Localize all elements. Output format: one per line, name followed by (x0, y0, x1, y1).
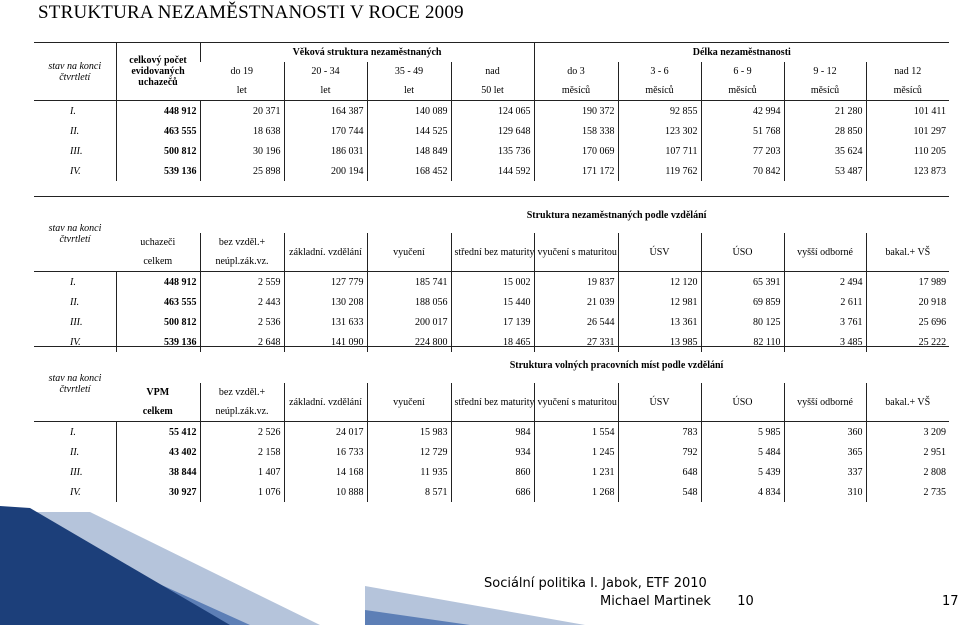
column-header: základní. vzdělání (284, 383, 367, 422)
value-cell: 24 017 (284, 422, 367, 443)
value-cell: 16 733 (284, 442, 367, 462)
value-cell: 12 120 (618, 272, 701, 293)
value-cell: 2 808 (866, 462, 949, 482)
value-cell: 27 331 (534, 332, 618, 352)
table-row (34, 442, 949, 462)
column-unit: měsíců (701, 81, 784, 101)
value-cell: 82 110 (701, 332, 784, 352)
value-cell: 70 842 (701, 161, 784, 181)
page-number: 17 (942, 594, 959, 609)
value-cell: 119 762 (618, 161, 701, 181)
quarter-label: III. (70, 466, 83, 478)
column-header: do 19 (230, 66, 253, 77)
table-body (34, 272, 949, 353)
total-cell: 539 136 (116, 332, 200, 352)
value-cell: 28 850 (784, 121, 866, 141)
column-unit: let (236, 85, 247, 96)
quarter-label: I. (70, 105, 76, 117)
value-cell: 20 371 (200, 101, 284, 122)
table-row (34, 312, 949, 332)
value-cell: 170 744 (284, 121, 367, 141)
value-cell: 21 039 (534, 292, 618, 312)
value-cell: 123 302 (618, 121, 701, 141)
column-unit: 50 let (451, 81, 534, 101)
table-row (34, 292, 949, 312)
quarter-label: II. (70, 446, 80, 458)
value-cell: 2 735 (866, 482, 949, 502)
value-cell: 5 484 (701, 442, 784, 462)
value-cell: 135 736 (451, 141, 534, 161)
value-cell: 144 525 (367, 121, 451, 141)
value-cell: 42 994 (701, 101, 784, 122)
total-header: VPM (146, 387, 170, 398)
value-cell: 860 (451, 462, 534, 482)
header-row (34, 233, 949, 252)
value-cell: 1 554 (534, 422, 618, 443)
value-cell: 15 983 (367, 422, 451, 443)
value-cell: 25 222 (866, 332, 949, 352)
unemployment-age-duration-table (34, 42, 949, 181)
total-cell: 448 912 (116, 272, 200, 293)
total-header-sub: celkem (142, 406, 173, 417)
column-unit: měsíců (618, 81, 701, 101)
column-header: do 3 (534, 62, 618, 81)
value-cell: 200 194 (284, 161, 367, 181)
value-cell: 1 076 (200, 482, 284, 502)
value-cell: 4 834 (701, 482, 784, 502)
quarter-header: stav na konci čtvrtletí (48, 60, 102, 83)
value-cell: 2 648 (200, 332, 284, 352)
value-cell: 140 089 (367, 101, 451, 122)
column-header: vyučení (367, 233, 451, 272)
value-cell: 1 268 (534, 482, 618, 502)
column-header: ÚSO (701, 383, 784, 422)
total-cell: 539 136 (116, 161, 200, 181)
value-cell: 15 440 (451, 292, 534, 312)
unemployment-education-table (34, 196, 949, 352)
header-row (34, 197, 949, 234)
value-cell: 185 741 (367, 272, 451, 293)
table-body (34, 422, 949, 503)
value-cell: 101 297 (866, 121, 949, 141)
total-cell: 500 812 (116, 141, 200, 161)
no-education-header-sub: neúpl.zák.vz. (200, 402, 284, 422)
value-cell: 25 696 (866, 312, 949, 332)
table-row (34, 101, 949, 122)
table-row (34, 422, 949, 443)
value-cell: 1 407 (200, 462, 284, 482)
quarter-header: stav na konci čtvrtletí (34, 347, 116, 422)
value-cell: 14 168 (284, 462, 367, 482)
total-header: uchazeči (140, 237, 176, 248)
value-cell: 3 485 (784, 332, 866, 352)
page-title: STRUKTURA NEZAMĚSTNANOSTI V ROCE 2009 (38, 2, 464, 23)
value-cell: 2 443 (200, 292, 284, 312)
age-group-header: Věková struktura nezaměstnaných (200, 43, 534, 63)
total-cell: 500 812 (116, 312, 200, 332)
value-cell: 35 624 (784, 141, 866, 161)
value-cell: 2 494 (784, 272, 866, 293)
value-cell: 141 090 (284, 332, 367, 352)
value-cell: 168 452 (367, 161, 451, 181)
value-cell: 5 439 (701, 462, 784, 482)
total-cell: 55 412 (116, 422, 200, 443)
column-header: vyšší odborné (784, 383, 866, 422)
value-cell: 186 031 (284, 141, 367, 161)
table-row (34, 161, 949, 181)
header-row (34, 43, 949, 63)
value-cell: 144 592 (451, 161, 534, 181)
footer-author-line (600, 594, 754, 609)
header-row (34, 383, 949, 402)
value-cell: 127 779 (284, 272, 367, 293)
value-cell: 200 017 (367, 312, 451, 332)
total-cell: 43 402 (116, 442, 200, 462)
header-row (34, 347, 949, 384)
value-cell: 18 465 (451, 332, 534, 352)
table-row (34, 462, 949, 482)
quarter-label: IV. (70, 336, 81, 348)
value-cell: 2 559 (200, 272, 284, 293)
value-cell: 92 855 (618, 101, 701, 122)
column-unit: let (367, 81, 451, 101)
value-cell: 123 873 (866, 161, 949, 181)
column-unit: měsíců (784, 81, 866, 101)
value-cell: 101 411 (866, 101, 949, 122)
value-cell: 171 172 (534, 161, 618, 181)
value-cell: 12 981 (618, 292, 701, 312)
table-row (34, 121, 949, 141)
column-header: 6 - 9 (701, 62, 784, 81)
vacancies-education-table (34, 346, 949, 502)
quarter-label: IV. (70, 165, 81, 177)
value-cell: 310 (784, 482, 866, 502)
value-cell: 1 231 (534, 462, 618, 482)
column-header: vyšší odborné (784, 233, 866, 272)
value-cell: 3 209 (866, 422, 949, 443)
column-header: 20 - 34 (284, 62, 367, 81)
value-cell: 648 (618, 462, 701, 482)
value-cell: 984 (451, 422, 534, 443)
column-unit: měsíců (534, 81, 618, 101)
value-cell: 158 338 (534, 121, 618, 141)
value-cell: 190 372 (534, 101, 618, 122)
value-cell: 69 859 (701, 292, 784, 312)
value-cell: 13 985 (618, 332, 701, 352)
value-cell: 792 (618, 442, 701, 462)
value-cell: 188 056 (367, 292, 451, 312)
value-cell: 164 387 (284, 101, 367, 122)
group-header: Struktura nezaměstnaných podle vzdělání (526, 209, 707, 221)
column-header: ÚSO (701, 233, 784, 272)
column-header: nad (451, 62, 534, 81)
total-header: celkový počet evidovaných uchazečů (116, 43, 200, 101)
value-cell: 686 (451, 482, 534, 502)
value-cell: 783 (618, 422, 701, 443)
value-cell: 15 002 (451, 272, 534, 293)
value-cell: 53 487 (784, 161, 866, 181)
value-cell: 2 611 (784, 292, 866, 312)
value-cell: 2 536 (200, 312, 284, 332)
table-row (34, 272, 949, 293)
value-cell: 360 (784, 422, 866, 443)
value-cell: 2 951 (866, 442, 949, 462)
value-cell: 8 571 (367, 482, 451, 502)
value-cell: 30 196 (200, 141, 284, 161)
column-header: střední bez maturity (451, 383, 534, 422)
value-cell: 548 (618, 482, 701, 502)
value-cell: 131 633 (284, 312, 367, 332)
column-header: vyučení (367, 383, 451, 422)
value-cell: 13 361 (618, 312, 701, 332)
total-cell: 448 912 (116, 101, 200, 122)
footer-author: Michael Martinek (600, 594, 711, 609)
no-education-header: bez vzděl.+ (200, 233, 284, 252)
total-cell: 463 555 (116, 121, 200, 141)
column-header: ÚSV (618, 383, 701, 422)
quarter-label: II. (70, 296, 80, 308)
column-header: 3 - 6 (618, 62, 701, 81)
value-cell: 5 985 (701, 422, 784, 443)
value-cell: 337 (784, 462, 866, 482)
column-header: nad 12 (866, 62, 949, 81)
value-cell: 10 888 (284, 482, 367, 502)
value-cell: 124 065 (451, 101, 534, 122)
footer-number: 10 (737, 594, 754, 609)
no-education-header-sub: neúpl.zák.vz. (200, 252, 284, 272)
value-cell: 148 849 (367, 141, 451, 161)
value-cell: 110 205 (866, 141, 949, 161)
column-header: vyučení s maturitou (534, 233, 618, 272)
value-cell: 80 125 (701, 312, 784, 332)
quarter-label: II. (70, 125, 80, 137)
value-cell: 2 158 (200, 442, 284, 462)
column-header: ÚSV (618, 233, 701, 272)
column-header: bakal.+ VŠ (866, 383, 949, 422)
column-header: bakal.+ VŠ (866, 233, 949, 272)
total-cell: 463 555 (116, 292, 200, 312)
value-cell: 129 648 (451, 121, 534, 141)
value-cell: 2 526 (200, 422, 284, 443)
decorative-corner-shapes (0, 500, 960, 625)
column-header: 9 - 12 (784, 62, 866, 81)
column-unit: let (284, 81, 367, 101)
column-header: vyučení s maturitou (534, 383, 618, 422)
value-cell: 26 544 (534, 312, 618, 332)
value-cell: 12 729 (367, 442, 451, 462)
value-cell: 224 800 (367, 332, 451, 352)
value-cell: 130 208 (284, 292, 367, 312)
value-cell: 18 638 (200, 121, 284, 141)
value-cell: 65 391 (701, 272, 784, 293)
table-row (34, 482, 949, 502)
quarter-label: III. (70, 316, 83, 328)
column-header: základní. vzdělání (284, 233, 367, 272)
value-cell: 19 837 (534, 272, 618, 293)
quarter-label: I. (70, 426, 76, 438)
value-cell: 20 918 (866, 292, 949, 312)
column-header: střední bez maturity (451, 233, 534, 272)
duration-group-header: Délka nezaměstnanosti (534, 43, 949, 63)
group-header: Struktura volných pracovních míst podle vzdělání (509, 359, 724, 371)
quarter-label: IV. (70, 486, 81, 498)
footer-course: Sociální politika I. Jabok, ETF 2010 (484, 576, 707, 591)
no-education-header: bez vzděl.+ (200, 383, 284, 402)
total-header-sub: celkem (143, 256, 173, 267)
quarter-header: stav na konci čtvrtletí (34, 197, 116, 272)
table-body (34, 101, 949, 182)
value-cell: 365 (784, 442, 866, 462)
value-cell: 107 711 (618, 141, 701, 161)
total-cell: 30 927 (116, 482, 200, 502)
total-cell: 38 844 (116, 462, 200, 482)
quarter-label: I. (70, 276, 76, 288)
table-row (34, 141, 949, 161)
value-cell: 17 139 (451, 312, 534, 332)
value-cell: 11 935 (367, 462, 451, 482)
value-cell: 934 (451, 442, 534, 462)
value-cell: 3 761 (784, 312, 866, 332)
column-unit: měsíců (866, 81, 949, 101)
value-cell: 51 768 (701, 121, 784, 141)
value-cell: 21 280 (784, 101, 866, 122)
quarter-label: III. (70, 145, 83, 157)
value-cell: 170 069 (534, 141, 618, 161)
value-cell: 25 898 (200, 161, 284, 181)
value-cell: 1 245 (534, 442, 618, 462)
value-cell: 17 989 (866, 272, 949, 293)
value-cell: 77 203 (701, 141, 784, 161)
column-header: 35 - 49 (367, 62, 451, 81)
